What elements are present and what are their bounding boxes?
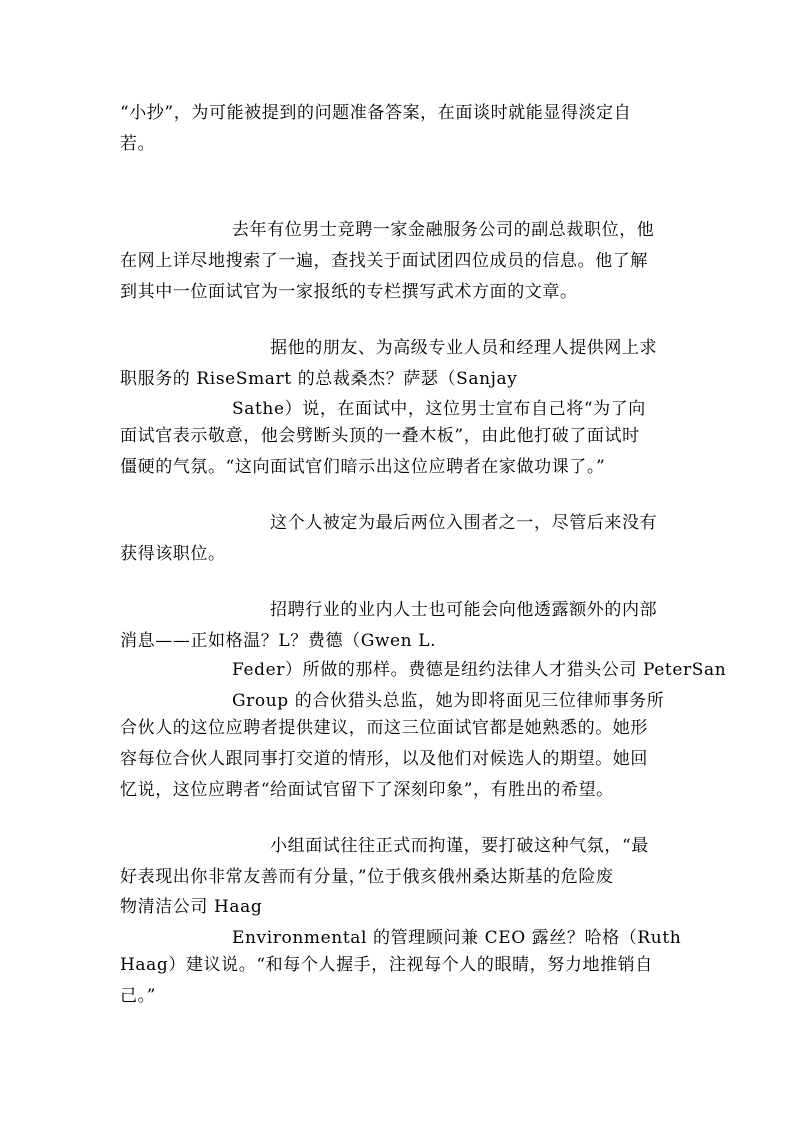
text-line: 在网上详尽地搜索了一遍，查找关于面试团四位成员的信息。他了解 (120, 251, 648, 271)
text-line: “小抄”，为可能被提到的问题准备答案，在面谈时就能显得淡定自 (120, 103, 632, 123)
text-line: 忆说，这位应聘者“给面试官留下了深刻印象”，有胜出的希望。 (120, 780, 614, 800)
text-line: 职服务的 RiseSmart 的总裁桑杰？萨瑟（Sanjay (120, 369, 518, 389)
text-line: 到其中一位面试官为一家报纸的专栏撰写武术方面的文章。 (120, 282, 578, 302)
text-line: Feder）所做的那样。费德是纽约法律人才猎头公司 PeterSan (232, 660, 727, 680)
text-line: Sathe）说，在面试中，这位男士宣布自己将“为了向 (232, 399, 646, 419)
text-line: 好表现出你非常友善而有分量，”位于俄亥俄州桑达斯基的危险废 (120, 867, 614, 887)
text-line: Group 的合伙猎头总监，她为即将面见三位律师事务所 (232, 691, 665, 711)
text-line: 消息——正如格温？L？费德（Gwen L. (120, 631, 437, 651)
text-line: Haag）建议说。“和每个人握手，注视每个人的眼睛，努力地推销自 (120, 955, 653, 975)
text-line: 这个人被定为最后两位入围者之一，尽管后来没有 (270, 513, 658, 533)
text-line: 面试官表示敬意，他会劈断头顶的一叠木板”，由此他打破了面试时 (120, 426, 640, 446)
text-line: 小组面试往往正式而拘谨，要打破这种气氛，“最 (270, 836, 649, 856)
text-line: 己。” (120, 986, 156, 1006)
text-line: 合伙人的这位应聘者提供建议，而这三位面试官都是她熟悉的。她形 (120, 718, 648, 738)
text-line: 招聘行业的业内人士也可能会向他透露额外的内部 (270, 600, 658, 620)
text-line: 物清洁公司 Haag (120, 897, 263, 917)
text-line: Environmental 的管理顾问兼 CEO 露丝？哈格（Ruth (232, 928, 682, 948)
text-line: 去年有位男士竞聘一家金融服务公司的副总裁职位，他 (232, 220, 655, 240)
text-line: 据他的朋友、为高级专业人员和经理人提供网上求 (270, 338, 658, 358)
text-line: 若。 (120, 134, 156, 154)
text-line: 容每位合伙人跟同事打交道的情形，以及他们对候选人的期望。她回 (120, 749, 648, 769)
text-line: 获得该职位。 (120, 544, 226, 564)
text-line: 僵硬的气氛。“这向面试官们暗示出这位应聘者在家做功课了。” (120, 457, 606, 477)
